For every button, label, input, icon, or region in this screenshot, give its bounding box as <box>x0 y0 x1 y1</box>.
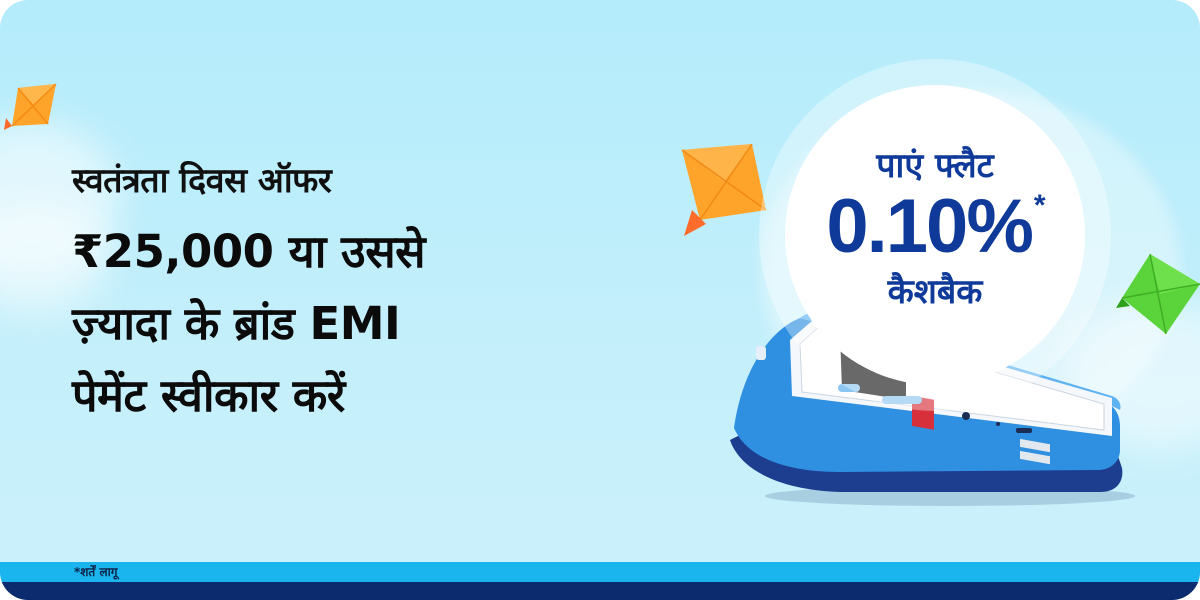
offer-top-text: पाएं फ्लैट <box>876 146 994 186</box>
headline-block <box>72 158 592 432</box>
terms-text: *शर्तें लागू <box>74 565 118 579</box>
offer-percent-value: 0.10% <box>826 184 1032 269</box>
offer-bottom-text: कैशबैक <box>887 272 983 312</box>
kite-icon <box>670 138 780 238</box>
footer-strip-dark <box>0 582 1200 600</box>
offer-percent <box>785 183 1085 270</box>
headline-main <box>72 216 592 432</box>
offer-subtitle: स्वतंत्रता दिवस ऑफर <box>72 161 332 201</box>
headline-line: ₹25,000 या उससे <box>72 225 426 278</box>
headline-line: पेमेंट स्वीकार करें <box>72 369 345 422</box>
cashback-offer-badge <box>785 85 1085 385</box>
footer-strip-light <box>0 562 1200 582</box>
kite-icon <box>4 78 64 138</box>
headline-line: ज़्यादा के ब्रांड EMI <box>72 297 401 350</box>
offer-asterisk: * <box>1033 189 1044 222</box>
